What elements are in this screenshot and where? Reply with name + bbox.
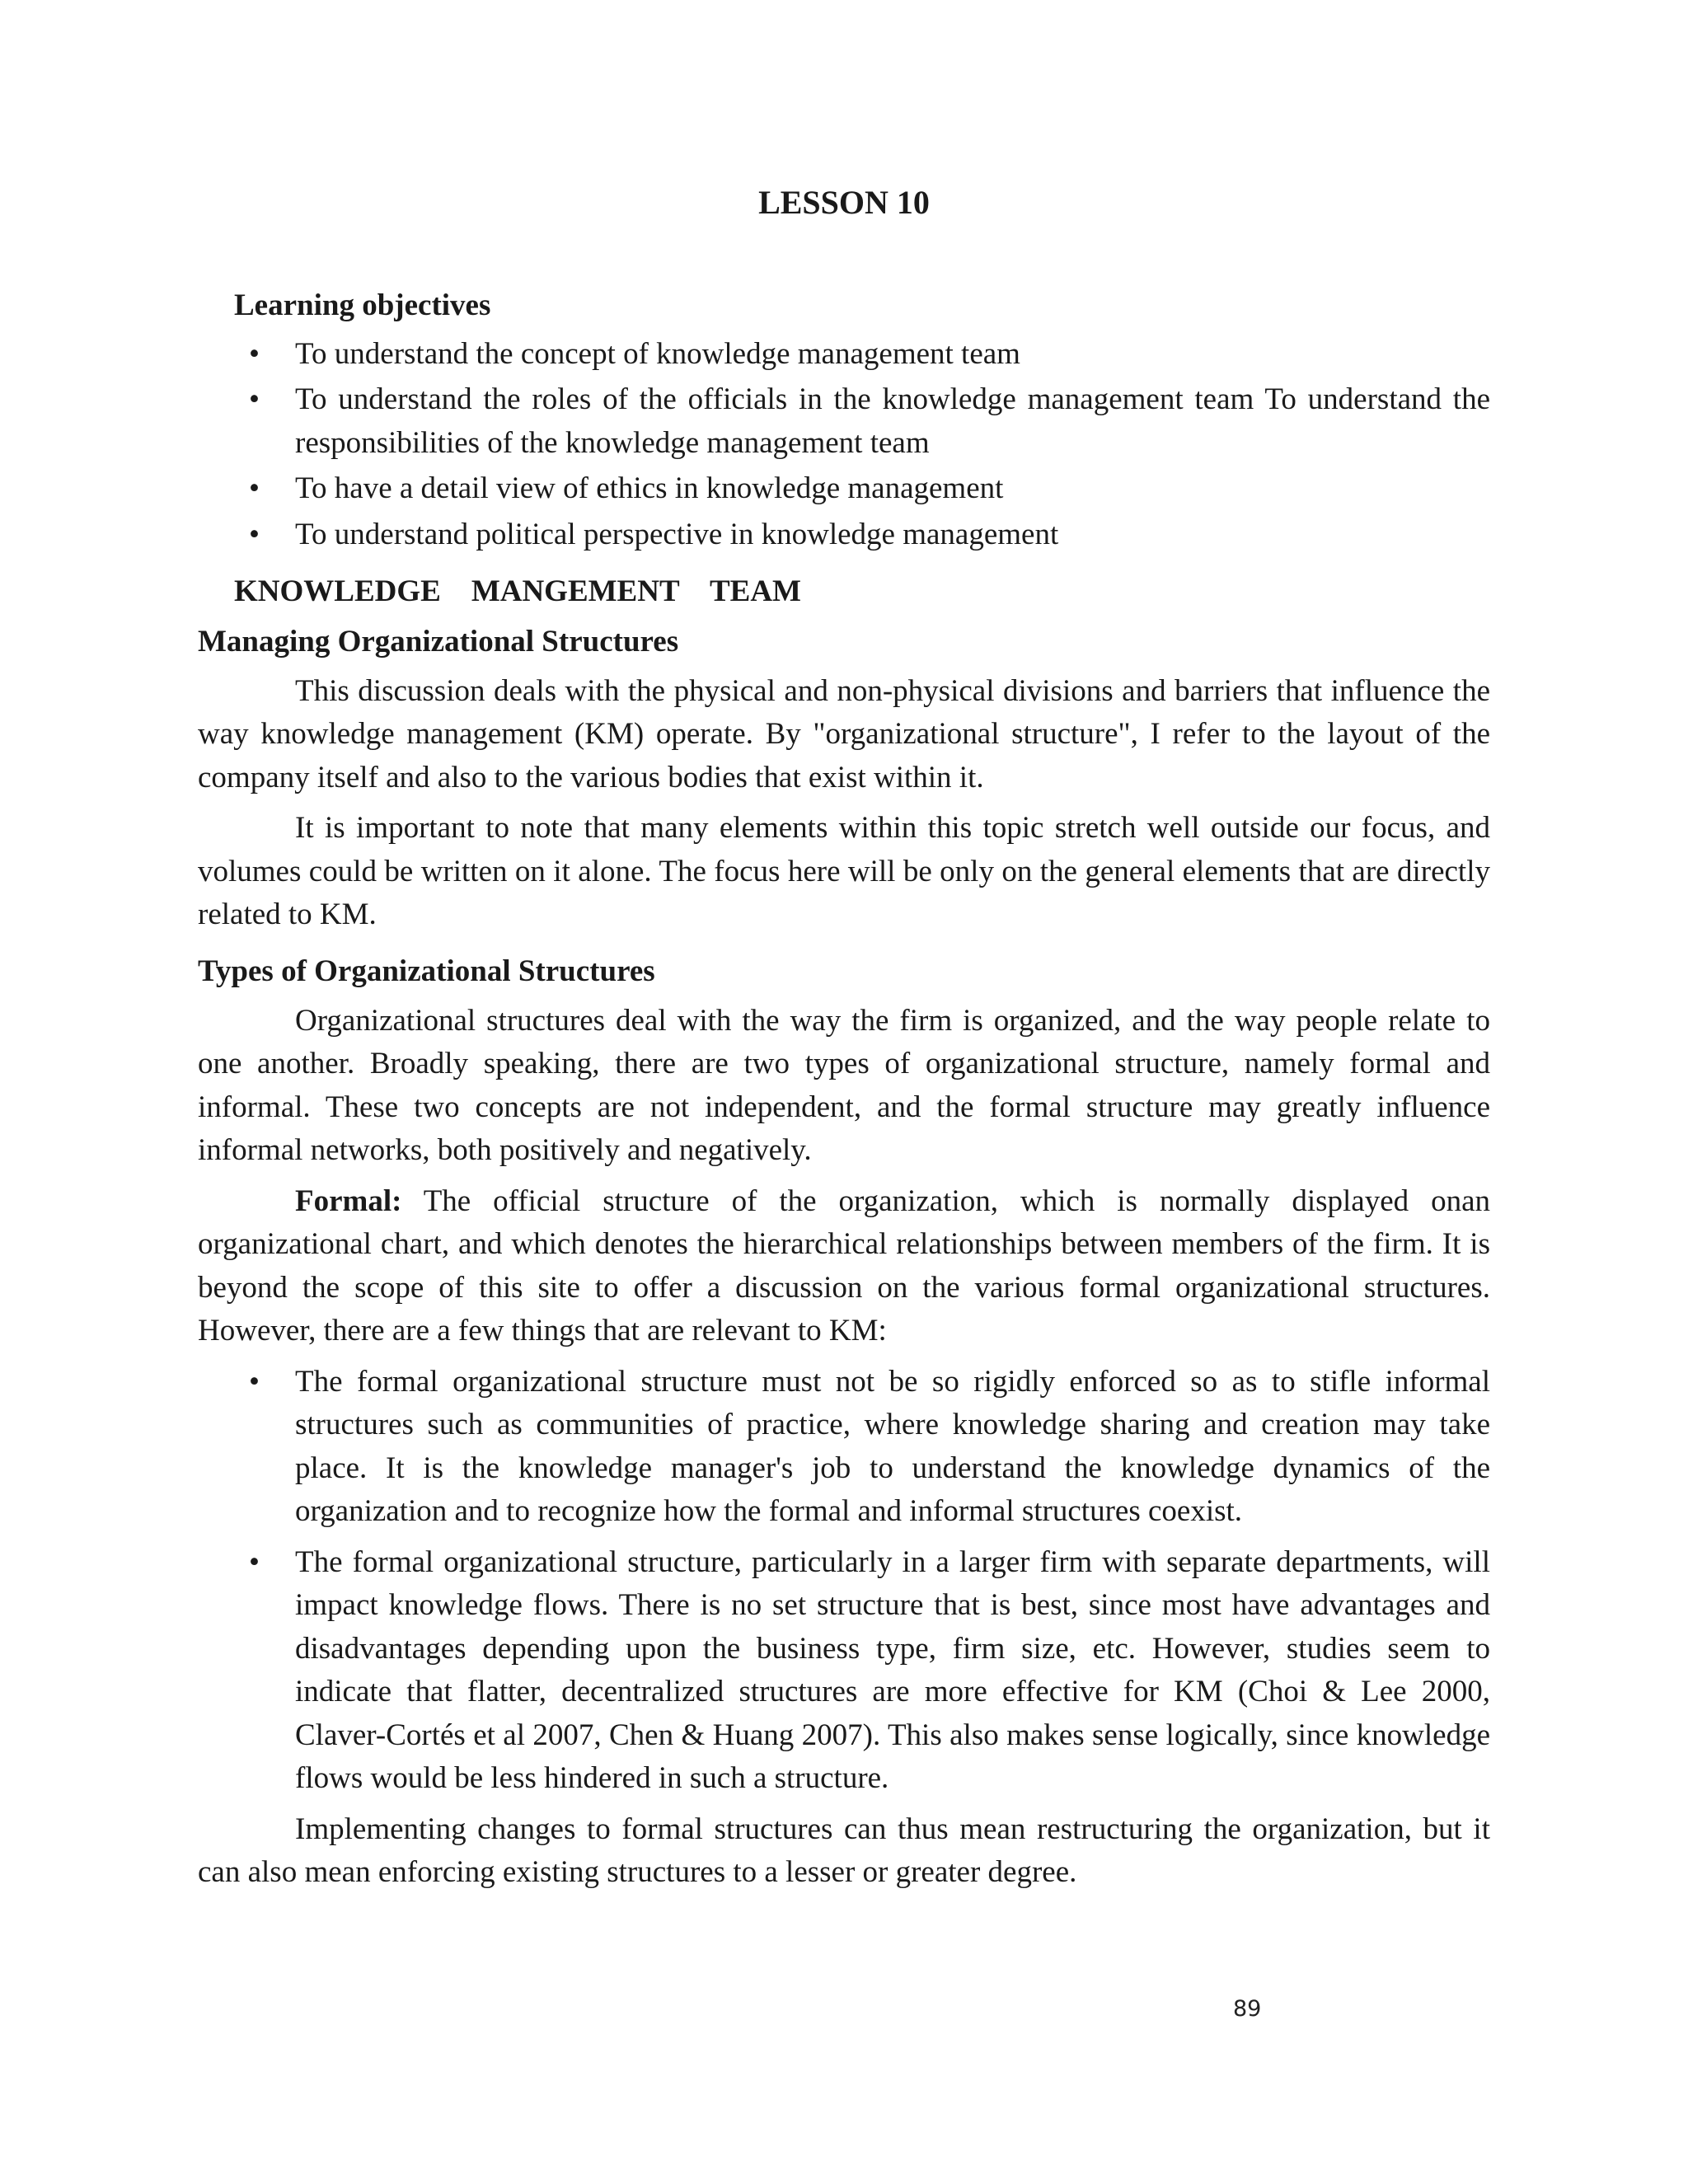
objectives-heading: Learning objectives	[234, 288, 491, 322]
objective-item: • To understand political perspective in knowledge management	[198, 513, 1490, 557]
paragraph: Organizational structures deal with the way the firm is organized, and the way people relate to one another. Broadly speaking, there are two types of organizational structure, namely formal and informal. These two concepts are not independent, and the formal structure may greatly influence informal networks, both positively and negatively.	[198, 1003, 1490, 1167]
bullet-icon: •	[249, 1544, 260, 1579]
learning-objectives	[198, 284, 1490, 556]
bullet-item: • The formal organizational structure must not be so rigidly enforced so as to stifle informal structures such as communities of practice, where knowledge sharing and creation may take place. It is the knowledge manager's job to understand the knowledge dynamics of the organization and to recognize how the formal and informal structures coexist.	[198, 1361, 1490, 1534]
document-page	[198, 0, 1490, 2184]
paragraph: Implementing changes to formal structures can thus mean restructuring the organization, but it can also mean enforcing existing structures to a lesser or greater degree.	[198, 1811, 1490, 1889]
section-managing-structures	[198, 621, 1490, 937]
page-number: 89	[1233, 1996, 1262, 2022]
bullet-icon: •	[249, 471, 260, 505]
team-heading: KNOWLEDGE MANGEMENT TEAM	[234, 574, 801, 608]
objective-item: • To have a detail view of ethics in knowledge management	[198, 467, 1490, 511]
bullet-icon: •	[249, 382, 260, 416]
formal-bullets	[198, 1361, 1490, 1801]
paragraph: It is important to note that many elements within this topic stretch well outside our focus, and volumes could be written on it alone. The focus here will be only on the general elements that are directly related to KM.	[198, 811, 1490, 931]
bullet-icon: •	[249, 1364, 260, 1399]
bullet-icon: •	[249, 336, 260, 371]
formal-paragraph: Formal: The official structure of the organization, which is normally displayed onan organizational chart, and which denotes the hierarchical relationships between members of the firm. It is beyond the scope of this site to offer a discussion on the various formal organizational structures. However, there are a few things that are relevant to KM:	[198, 1183, 1490, 1347]
objective-item: • To understand the concept of knowledge management team	[198, 333, 1490, 377]
objective-item: • To understand the roles of the officials in the knowledge management team To understand the responsibilities of the knowledge management team	[198, 378, 1490, 465]
paragraph: This discussion deals with the physical and non-physical divisions and barriers that influence the way knowledge management (KM) operate. By "organizational structure", I refer to the layout of the company itself and also to the various bodies that exist within it.	[198, 673, 1490, 794]
section-heading: Types of Organizational Structures	[198, 954, 655, 988]
bullet-item: • The formal organizational structure, particularly in a larger firm with separate departments, will impact knowledge flows. There is no set structure that is best, since most have advantages and disadvantages depending upon the business type, firm size, etc. However, studies seem to indicate that flatter, decentralized structures are more effective for KM (Choi & Lee 2000, Claver-Cortés et al 2007, Chen & Huang 2007). This also makes sense logically, since knowledge flows would be less hindered in such a structure.	[198, 1541, 1490, 1801]
formal-label: Formal:	[295, 1183, 402, 1218]
bullet-icon: •	[249, 517, 260, 551]
section-types-structures	[198, 950, 1490, 1895]
section-heading: Managing Organizational Structures	[198, 625, 679, 658]
lesson-title: LESSON 10	[758, 184, 930, 221]
objectives-list	[198, 333, 1490, 557]
